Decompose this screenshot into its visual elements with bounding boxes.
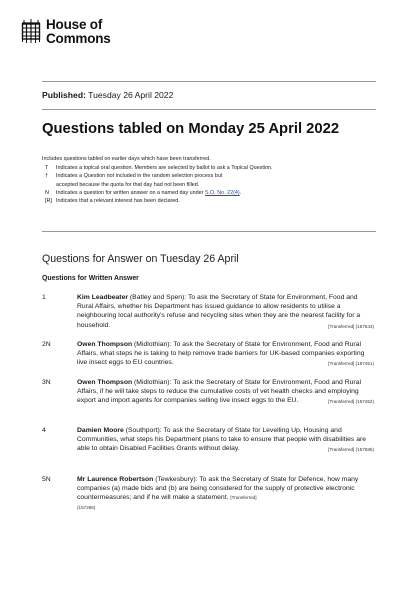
- question-text: To ask the Secretary of State for Environment, Food and Rural Affairs, whether his Department has issued guidance to allow residents to utilise a neighbouring local authority's refuse and recycling sites when they are the nearest facility for a household.: [77, 294, 361, 329]
- constituency: (Midlothian):: [134, 379, 172, 386]
- legend-item: [42, 181, 372, 189]
- legend-symbol: N: [45, 189, 49, 196]
- question-number: 2N: [42, 341, 51, 348]
- question-body: [77, 340, 376, 369]
- divider-middle: [42, 109, 376, 110]
- legend-symbol: [42, 181, 56, 189]
- constituency: (Tewkesbury):: [155, 476, 198, 483]
- page-title: Questions tabled on Monday 25 April 2022: [42, 121, 340, 137]
- question-item: [42, 475, 376, 512]
- subsection-title: Questions for Written Answer: [42, 275, 139, 282]
- legend-symbol: [R]: [45, 198, 52, 205]
- question-text: To ask the Secretary of State for Environment, Food and Rural Affairs, if he will take steps to reduce the cumulative costs of vet health checks and employing export and import agents for companies selling live insect eggs to the EU.: [77, 379, 361, 405]
- question-item: [42, 426, 376, 455]
- legend-text: Indicates a question for written answer on a named day under: [56, 189, 204, 196]
- legend-text: Indicates that a relevant interest has been declared.: [56, 198, 180, 205]
- question-item: [42, 293, 376, 331]
- question-number: 4: [42, 427, 46, 434]
- published-date: Tuesday 26 April 2022: [88, 90, 174, 100]
- published-line: [42, 90, 173, 100]
- legend-item: [42, 189, 372, 197]
- question-text: To ask the Secretary of State for Environment, Food and Rural Affairs, what steps he is taking to help remove trade barriers for UK-based companies exporting live insect eggs to EU countries.: [77, 341, 365, 367]
- legend-symbol: †: [45, 173, 48, 180]
- question-text: To ask the Secretary of State for Levelling Up, Housing and Communities, what steps his Department plans to take to ensure that people with disabilities are able to obtain Disabled Facilities Grants without delay.: [77, 427, 367, 453]
- constituency: (Southport):: [125, 427, 162, 434]
- logo-wordmark: [46, 18, 111, 46]
- member-name: Damien Moore: [77, 427, 124, 434]
- house-of-commons-logo: [20, 18, 111, 46]
- member-name: Owen Thompson: [77, 379, 133, 386]
- published-label: Published:: [42, 90, 86, 100]
- legend: [42, 155, 372, 205]
- divider-lower: [42, 231, 376, 232]
- member-name: Kim Leadbeater: [77, 294, 128, 301]
- legend-text-with-link: [56, 189, 241, 197]
- section-title: Questions for Answer on Tuesday 26 April: [42, 253, 239, 265]
- question-reference: [Transferred] (157543): [328, 323, 374, 329]
- question-number: 3N: [42, 379, 51, 386]
- legend-symbol: T: [45, 165, 49, 172]
- question-body: [77, 426, 376, 455]
- legend-suffix: .: [239, 189, 242, 196]
- question-body: [77, 475, 376, 512]
- question-reference: [Transferred] (157585): [328, 447, 374, 453]
- standing-order-link[interactable]: S.O. No. 22(4): [204, 189, 240, 196]
- question-body: [77, 293, 376, 331]
- question-reference: [Transferred] (157451): [328, 361, 374, 367]
- question-reference: [Transferred] (157452): [328, 399, 374, 405]
- constituency: (Batley and Spen):: [129, 294, 187, 301]
- question-item: [42, 340, 376, 369]
- divider-top: [42, 81, 376, 82]
- question-number: 1: [42, 294, 46, 301]
- logo-line-2: Commons: [46, 31, 111, 46]
- legend-intro: Includes questions tabled on earlier days which have been transferred.: [42, 156, 211, 162]
- constituency: (Midlothian):: [134, 341, 172, 348]
- question-number: 5N: [42, 476, 51, 483]
- logo-line-1: House of: [46, 17, 103, 32]
- portcullis-icon: [20, 18, 42, 44]
- legend-text: Indicates a topical oral question. Members are selected by ballot to ask a Topical Question.: [56, 165, 273, 172]
- legend-item: [42, 197, 372, 205]
- question-body: [77, 378, 376, 407]
- member-name: Mr Laurence Robertson: [77, 476, 154, 483]
- question-reference: (157266): [77, 504, 96, 510]
- question-transferred-tag: [Transferred]: [230, 495, 257, 501]
- legend-item: [42, 164, 372, 172]
- legend-text: Indicates a Question not included in the random selection process but: [56, 173, 223, 180]
- member-name: Owen Thompson: [77, 341, 133, 348]
- legend-item: [42, 172, 372, 180]
- legend-text: accepted because the quota for that day had not been filled.: [56, 181, 200, 188]
- question-text: To ask the Secretary of State for Defence, how many companies (a) made bids and (b) are being considered for the supply of protective electronic countermeasures; and if he will make a statement.: [77, 476, 359, 502]
- question-item: [42, 378, 376, 407]
